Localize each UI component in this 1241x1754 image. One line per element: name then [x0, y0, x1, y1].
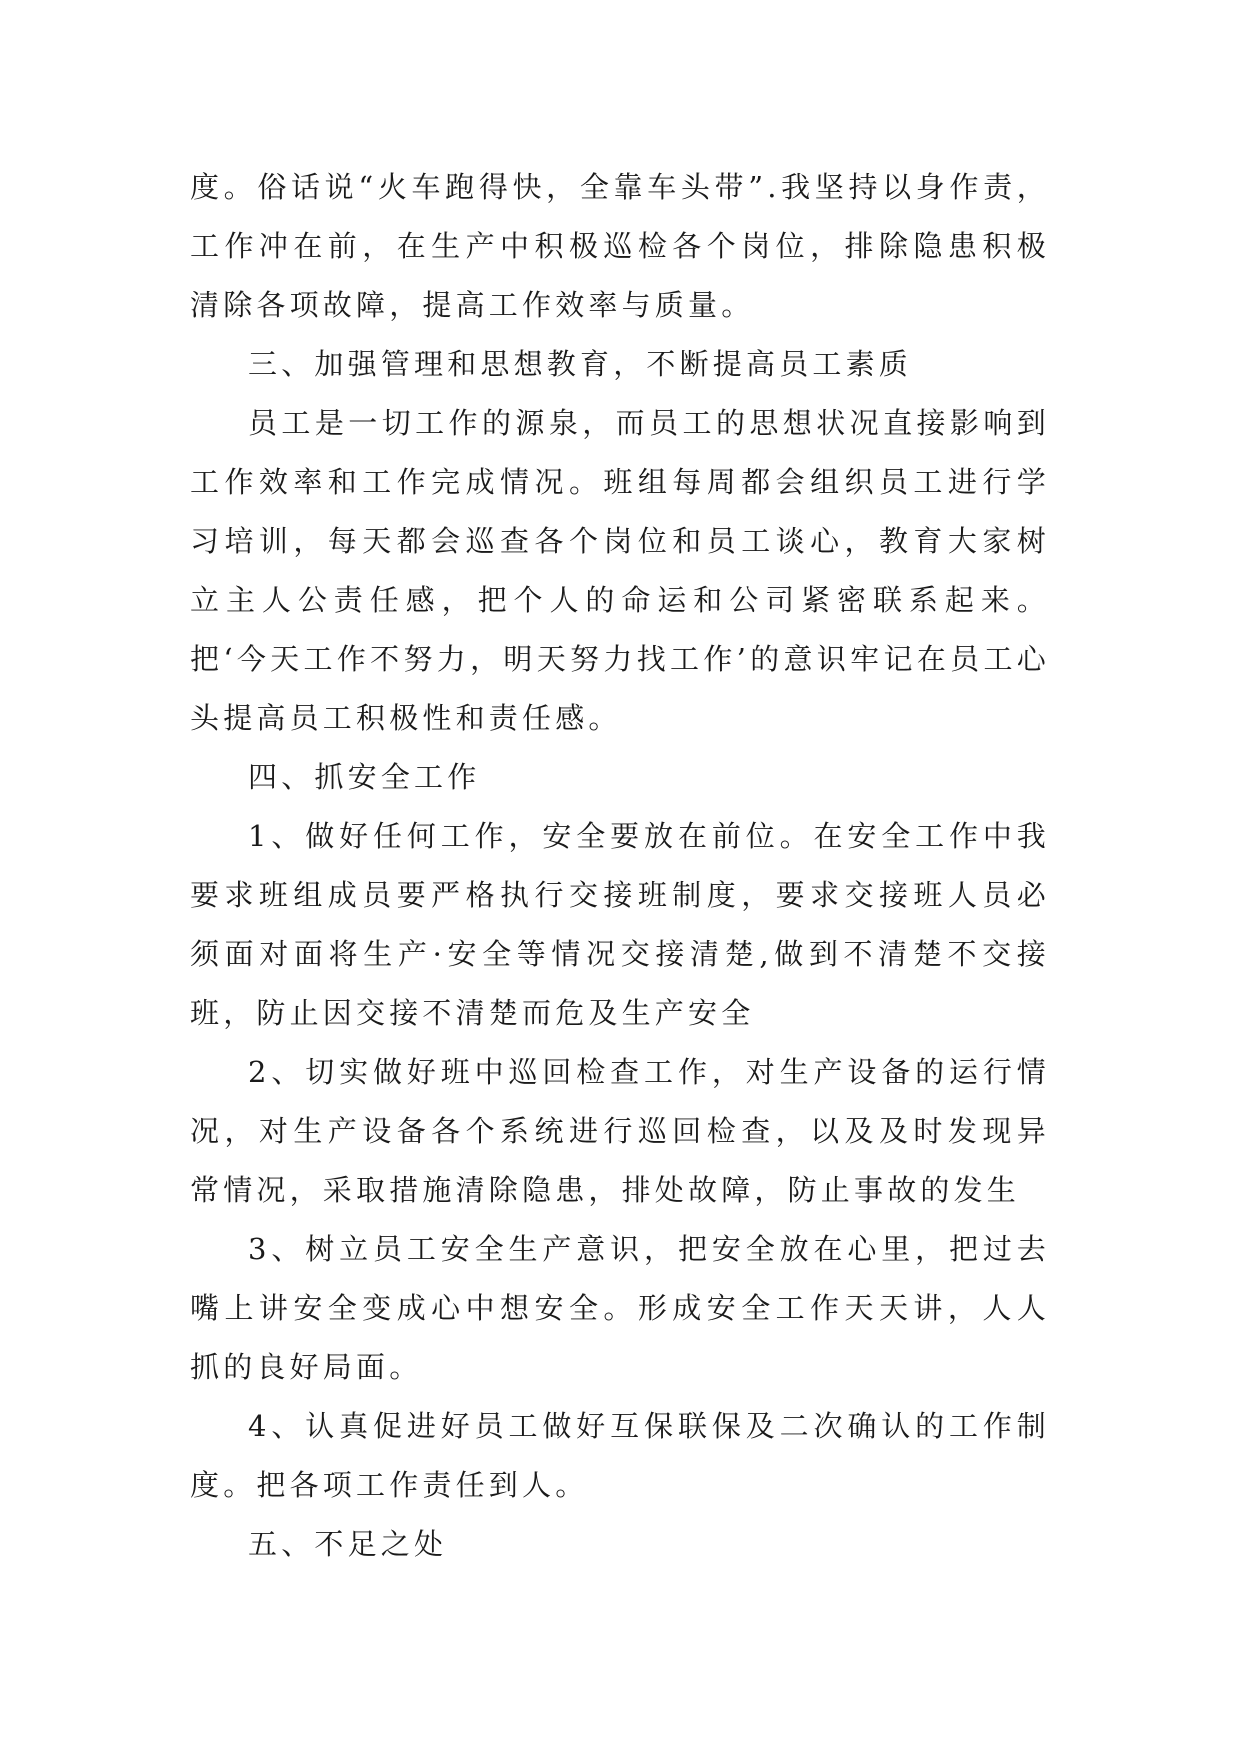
- paragraph-safety-item-4: 4、认真促进好员工做好互保联保及二次确认的工作制度。把各项工作责任到人。: [190, 1409, 1050, 1502]
- section-heading-three: 三、加强管理和思想教育，不断提高员工素质: [248, 347, 913, 381]
- paragraph-safety-item-1: 1、做好任何工作，安全要放在前位。在安全工作中我要求班组成员要严格执行交接班制度，要求交接班人员必须面对面将生产·安全等情况交接清楚,做到不清楚不交接班，防止因交接不清楚而危及生产安全: [190, 819, 1050, 1030]
- paragraph-safety-item-3: 3、树立员工安全生产意识，把安全放在心里，把过去嘴上讲安全变成心中想安全。形成安全工作天天讲，人人抓的良好局面。: [190, 1232, 1050, 1384]
- paragraph-staff-education: 员工是一切工作的源泉，而员工的思想状况直接影响到工作效率和工作完成情况。班组每周都会组织员工进行学习培训，每天都会巡查各个岗位和员工谈心，教育大家树立主人公责任感，把个人的命运和公司紧密联系起来。把‘今天工作不努力，明天努力找工作’的意识牢记在员工心头提高员工积极性和责任感。: [190, 406, 1050, 735]
- paragraph-continuation: 度。俗话说“火车跑得快，全靠车头带”.我坚持以身作责，工作冲在前，在生产中积极巡检各个岗位，排除隐患积极清除各项故障，提高工作效率与质量。: [190, 170, 1050, 322]
- section-heading-four: 四、抓安全工作: [248, 760, 481, 794]
- section-heading-five: 五、不足之处: [248, 1527, 448, 1561]
- document-body: [190, 158, 1050, 1574]
- paragraph-safety-item-2: 2、切实做好班中巡回检查工作，对生产设备的运行情况，对生产设备各个系统进行巡回检查，以及及时发现异常情况，采取措施清除隐患，排处故障，防止事故的发生: [190, 1055, 1050, 1207]
